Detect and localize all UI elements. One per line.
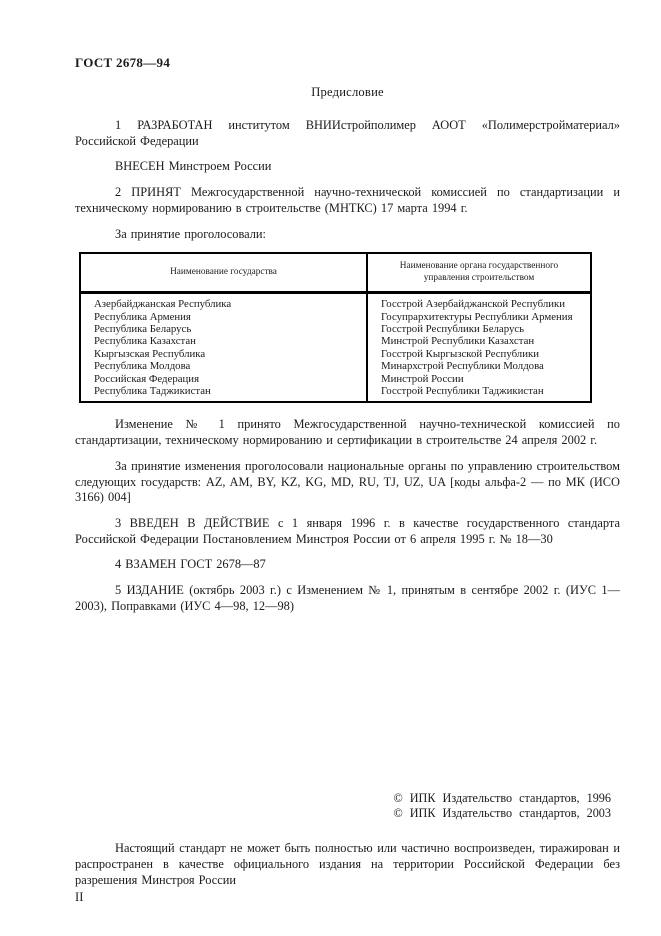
table-row xyxy=(80,348,591,360)
vote-table-header-state: Наименование государства xyxy=(80,253,367,293)
paragraph-replaces: 4 ВЗАМЕН ГОСТ 2678—87 xyxy=(115,557,266,572)
paragraph-amendment: Изменение № 1 принято Межгосударственной научно-технической комиссией по стандартизации, техническому нормированию и сертификации в строительстве 24 апреля 2002 г. xyxy=(75,417,620,448)
authority-cell: Госстрой Республики Беларусь xyxy=(367,323,591,335)
doc-code: ГОСТ 2678—94 xyxy=(75,55,171,70)
state-cell: Кыргызская Республика xyxy=(80,348,367,360)
page-number: II xyxy=(75,890,84,905)
table-row xyxy=(80,323,591,335)
state-cell: Азербайджанская Республика xyxy=(80,293,367,311)
paragraph-edition: 5 ИЗДАНИЕ (октябрь 2003 г.) с Изменением № 1, принятым в сентябре 2002 г. (ИУС 1—2003), Поправками (ИУС 4—98, 12—98) xyxy=(75,583,620,613)
state-cell: Республика Казахстан xyxy=(80,335,367,347)
state-cell: Республика Беларусь xyxy=(80,323,367,335)
copyright-block xyxy=(75,791,620,823)
state-cell: Республика Молдова xyxy=(80,360,367,372)
restriction-notice: Настоящий стандарт не может быть полностью или частично воспроизведен, тиражирован и распространен в качестве официального издания на территории Российской Федерации без разрешения Минстроя России xyxy=(75,841,620,887)
authority-cell: Госстрой Кыргызской Республики xyxy=(367,348,591,360)
table-row xyxy=(80,335,591,347)
authority-cell: Минстрой России xyxy=(367,373,591,385)
table-row xyxy=(80,385,591,402)
vote-table xyxy=(79,252,592,403)
copyright-line-1996: © ИПК Издательство стандартов, 1996 xyxy=(393,790,611,805)
authority-cell: Госупрархитектуры Республики Армения xyxy=(367,311,591,323)
authority-cell: Минархстрой Республики Молдова xyxy=(367,360,591,372)
vote-table-header-row xyxy=(80,253,591,293)
table-row xyxy=(80,373,591,385)
authority-cell: Минстрой Республики Казахстан xyxy=(367,335,591,347)
paragraph-amendment-vote: За принятие изменения проголосовали национальные органы по управлению строительством следующих государств: AZ, AM, BY, KZ, KG, MD, RU, TJ, UZ, UA [коды альфа-2 — по МК (ИСО 3166) 004] xyxy=(75,458,620,505)
table-row xyxy=(80,293,591,311)
paragraph-adopted: 2 ПРИНЯТ Межгосударственной научно-технической комиссией по стандартизации и техническому нормированию в строительстве (МНТКС) 17 марта 1994 г. xyxy=(75,185,620,215)
state-cell: Российская Федерация xyxy=(80,373,367,385)
state-cell: Республика Таджикистан xyxy=(80,385,367,402)
table-row xyxy=(80,311,591,323)
vote-table-header-authority: Наименование органа государственного управления строительством xyxy=(367,253,591,293)
paragraph-effective-date: 3 ВВЕДЕН В ДЕЙСТВИЕ с 1 января 1996 г. в качестве государственного стандарта Российской Федерации Постановлением Минстроя России от 6 апреля 1995 г. № 18—30 xyxy=(75,515,620,546)
vote-table-head xyxy=(80,253,591,293)
authority-cell: Госстрой Республики Таджикистан xyxy=(367,385,591,402)
copyright-line-2003: © ИПК Издательство стандартов, 2003 xyxy=(393,806,611,821)
authority-cell: Госстрой Азербайджанской Республики xyxy=(367,293,591,311)
paragraph-submitted: ВНЕСЕН Минстроем России xyxy=(115,159,272,174)
vote-table-body xyxy=(80,293,591,403)
state-cell: Республика Армения xyxy=(80,311,367,323)
section-heading: Предисловие xyxy=(311,85,384,99)
paragraph-developed: 1 РАЗРАБОТАН институтом ВНИИстройполимер АООТ «Полимерстройматериал» Российской Федерации xyxy=(75,118,620,148)
paragraph-voted-intro: За принятие проголосовали: xyxy=(115,226,266,241)
table-row xyxy=(80,360,591,372)
